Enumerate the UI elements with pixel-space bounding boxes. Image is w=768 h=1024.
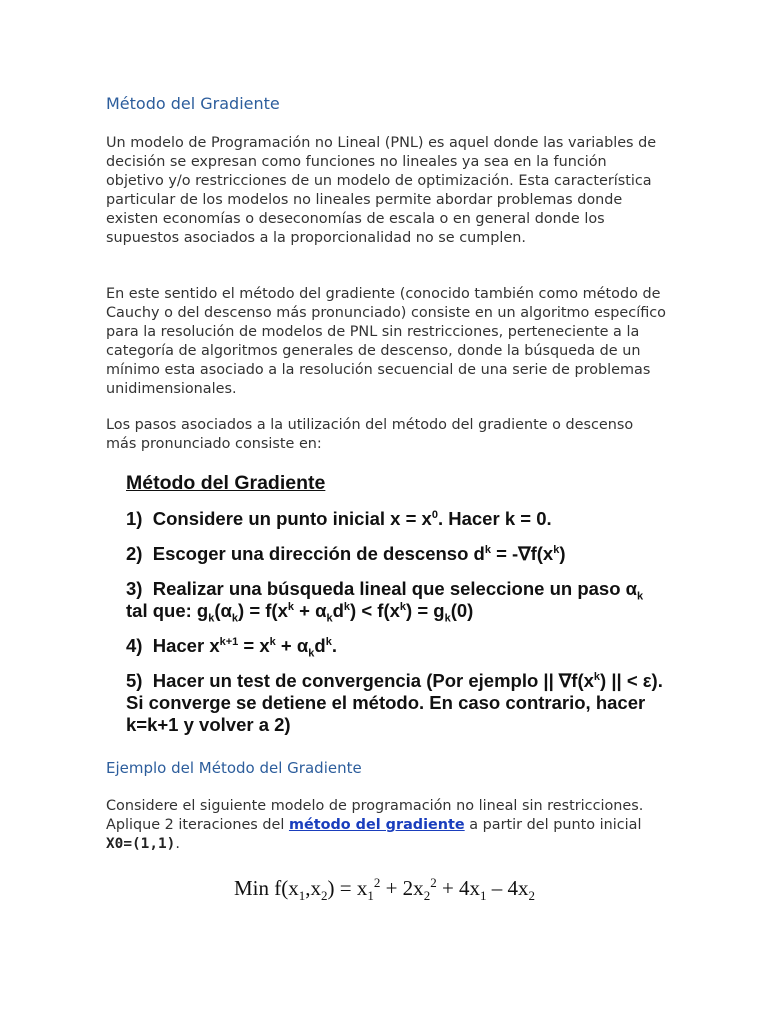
example-paragraph: Considere el siguiente modelo de programación no lineal sin restricciones. Aplique 2 iteraciones del método del gradiente a partir del punto inicial X0=(1,1). bbox=[106, 798, 644, 852]
method-paragraph: En este sentido el método del gradiente (conocido también como método de Cauchy o del descenso más pronunciado) consiste en un algoritmo específico para la resolución de modelos de PNL sin restricciones, perteneciente a la categoría de algoritmos generales de descenso, donde la búsqueda de un mínimo esta asociado a la resolución secuencial de una serie de problemas unidimensionales. bbox=[106, 286, 666, 397]
step-1: 1) Considere un punto inicial $x = x^0$. Hacer k = 0. bbox=[126, 508, 552, 529]
step-3: 3) Realizar una búsqueda lineal que seleccione un paso $\alpha_k$ tal que: $g_k(\alpha_k) = f(x^k + \alpha_kd^k) < f(x^k) = g_k(0)$ bbox=[126, 578, 644, 625]
steps-title: Método del Gradiente bbox=[126, 472, 326, 494]
step-5: 5) Hacer un test de convergencia (Por ejemplo || $\nabla f(x^k)$ || < ε). Si converge se detiene el método. En caso contrario, hacer k=k+1 y volver a 2) bbox=[126, 670, 663, 735]
page-title: Método del Gradiente bbox=[106, 94, 280, 113]
intro-paragraph: Un modelo de Programación no Lineal (PNL) es aquel donde las variables de decisión se expresan como funciones no lineales ya sea en la función objetivo y/o restricciones de un modelo de optimización. Esta característica particular de los modelos no lineales permite abordar problemas donde existen economías o deseconomías de escala o en general donde los supuestos asociados a la proporcionalidad no se cumplen. bbox=[106, 135, 657, 246]
steps-intro-paragraph: Los pasos asociados a la utilización del método del gradiente o descenso más pronunciado consiste en: bbox=[106, 417, 634, 452]
algorithm-steps-figure bbox=[126, 470, 666, 747]
step-4: 4) Hacer $x^{k+1} = x^k + \alpha_kd^k$. bbox=[126, 635, 337, 660]
gradient-method-link[interactable]: método del gradiente bbox=[288, 817, 465, 833]
initial-point: X0=(1,1) bbox=[106, 836, 176, 852]
example-heading: Ejemplo del Método del Gradiente bbox=[106, 759, 362, 777]
objective-function: Min $f(x_1,x_2) = x_1^2 + 2x_2^2 + 4x_1 - 4x_2$ bbox=[234, 875, 536, 904]
step-2: 2) Escoger una dirección de descenso $d^k = -\nabla f(x^k)$ bbox=[126, 543, 566, 564]
